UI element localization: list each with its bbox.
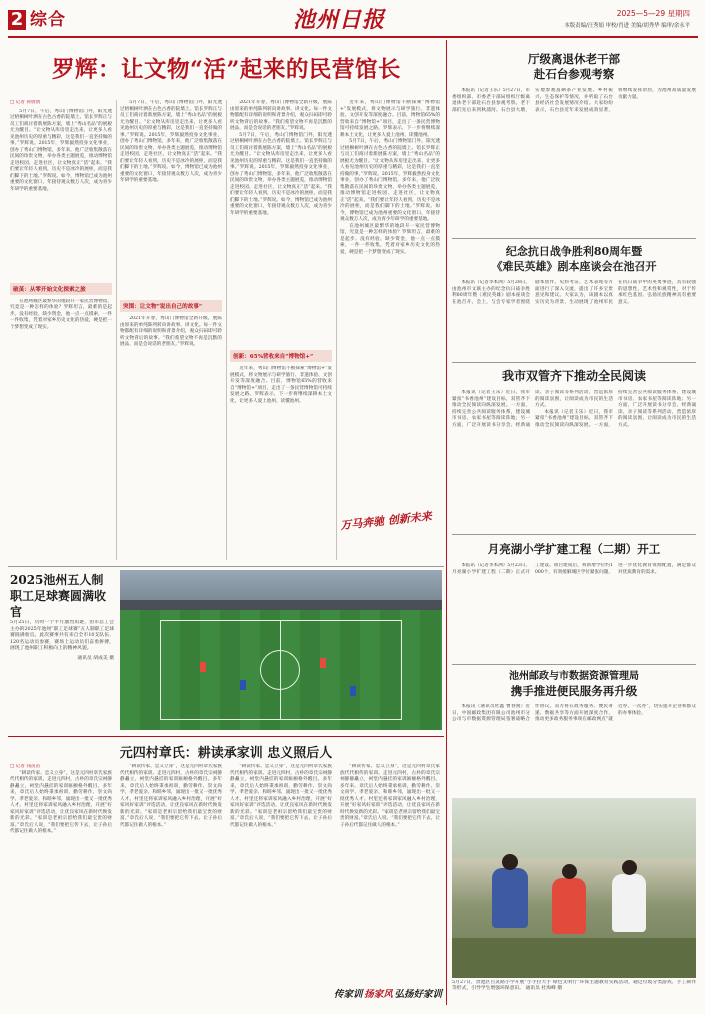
bottom-col-4: “耕读传家、忠义立身”，这是元四村章氏家族代代相传的家训。走进元四村，古朴的章氏宗祠静静矗立，祠堂内悬挂的家训匾额格外醒目。多年来，章氏后人始终秉承祖训，勤劳耕作、崇文尚学、孝老爱亲、和睦乡邻，涌现出一批又一批优秀人才。村里还将家训家风融入乡村治理，开展“好家风好家训”评选活动，让优良家风在新时代焕发新的光彩。“家训是老祖宗留给我们最宝贵的财富。”章氏后人说，“我们要把它传下去，让子孙后代都记住做人的根本。”	[340, 764, 440, 828]
bottom-byline: □ 记者 钱苗苗	[10, 764, 41, 769]
page-number-badge: 2	[8, 10, 26, 30]
right-rule	[452, 534, 696, 535]
main-body-4: 近年来，秀山门博物馆不断探索“博物馆+”发展模式，将文物展示与研学旅行、非遗体验、文创开发等深度融合。目前，博物馆65%的营收来自“博物馆+”项目，走出了一条民营博物馆可持续发展之路。罗辉表示，下一步将继续深耕本土文化，让更多人爱上池州、读懂池州。 5月7日，午后，秀山门博物馆门外，阳光透过梧桐树叶洒在古色古香的院墙上。馆长罗辉正与员工们商讨着新展陈方案，墙上“秀山名品”的展板尤为醒目。“让文物从库房里走出来，让更多人看见池州历史的厚重与精彩，这是我们一直坚持做的事。”罗辉说。2015年，罗辉毅然投身文化事业，创办了秀山门博物馆，多年来，他广泛收集散落在民间的珍贵文物，举办各类主题展览，推动博物馆走进校园、走进社区，让文物真正“活”起来。“我们要让年轻人看到，历史不是冰冷的展柜，而是我们脚下的土地。”罗辉说。如今，博物馆已成为池州重要的文化窗口，年接待观众数万人次，成为青少年研学的重要基地。 在池州城区最繁华的地段开一家民营博物馆，究竟是一种怎样的体验？罗辉坦言，最难的是起步。没有经验、缺少资金，他一点一点摸索，一件一件收集，凭着对家乡历史文化的热爱，硬是把一个梦想变成了现实。	[340, 100, 440, 255]
banner-left-text: 传家训	[334, 989, 363, 1000]
right-2-title: 纪念抗日战争胜利80周年暨 《难民英雄》剧本座谈会在池召开	[491, 245, 657, 273]
sub-heading-2: 突围：让文物“说出自己的故事”	[120, 300, 222, 312]
right-story-2	[452, 244, 696, 366]
main-body-1: 5月7日，午后，秀山门博物馆门外，阳光透过梧桐树叶洒在古色古香的院墙上。馆长罗辉正与员工们商讨着新展陈方案，墙上“秀山名品”的展板尤为醒目。“让文物从库房里走出来，让更多人看见池州历史的厚重与精彩，这是我们一直坚持做的事。”罗辉说。2015年，罗辉毅然投身文化事业，创办了秀山门博物馆，多年来，他广泛收集散落在民间的珍贵文物，举办各类主题展览，推动博物馆走进校园、走进社区，让文物真正“活”起来。“我们要让年轻人看到，历史不是冰冷的展柜，而是我们脚下的土地。”罗辉说。如今，博物馆已成为池州重要的文化窗口，年接待观众数万人次，成为青少年研学的重要基地。	[10, 108, 112, 192]
main-bottom-rule	[8, 566, 444, 567]
right-rule	[452, 664, 696, 665]
bottom-rule	[8, 736, 444, 737]
right-2-body: 本报讯（记者李本洲）5月28日，由池州市文联主办的纪念抗日战争胜利80周年暨《难民英雄》剧本座谈会在池召开。会上，与会专家学者围绕剧本创作、史料考证、艺术表现等方面进行了深入交流，提出了许多宝贵意见和建议。大家认为，该剧本以真实历史为背景，生动展现了池州军民在抗日战争中的英勇事迹，具有较强的思想性、艺术性和观赏性，对于传承红色基因、弘扬民族精神具有重要意义。	[452, 280, 696, 305]
sub-heading-3: 创新：65%营收来自“博物馆+”	[230, 350, 332, 362]
photo-block	[10, 570, 442, 730]
right-1-body: 本报讯（记者王乐）5月27日，市委组织部、市委老干部局组织厅级离退休老干部赴石台县参观考察。老干部们先后来到秋浦河、石台县大塘，实地参观富硒茶产业发展、乡村振兴、生态保护等情况，并听取了石台县经济社会发展情况介绍。大家纷纷表示，石台县近年来发展成效显著，将继续发挥余热，为池州高质量发展贡献力量。	[452, 88, 696, 113]
main-col-4	[340, 100, 440, 562]
masthead	[8, 6, 698, 36]
right-story-1	[452, 52, 696, 206]
main-body-3b: 近年来，秀山门博物馆不断探索“博物馆+”发展模式，将文物展示与研学旅行、非遗体验、文创开发等深度融合。目前，博物馆65%的营收来自“博物馆+”项目，走出了一条民营博物馆可持续发展之路。罗辉表示，下一步将继续深耕本土文化，让更多人爱上池州、读懂池州。	[230, 366, 332, 404]
right-3-body: 本报讯（记者王乐）近日，我市紧扣“书香池州”建设目标，双管齐下推动全民阅读向纵深发展。一方面，持续完善公共阅读服务体系，建设城市书房、农家书屋等阅读阵地；另一方面，广泛开展读书分享会、经典诵读、亲子阅读等系列活动，营造浓厚的阅读氛围，让阅读成为市民的生活方式。 本报讯（记者王乐）近日，我市紧扣“书香池州”建设目标，双管齐下推动全民阅读向纵深发展。一方面，持续完善公共阅读服务体系，建设城市书房、农家书屋等阅读阵地；另一方面，广泛开展读书分享会、经典诵读、亲子阅读等系列活动，营造浓厚的阅读氛围，让阅读成为市民的生活方式。	[452, 390, 696, 428]
right-5-title: 池州邮政与市数据资源管理局 携手推进便民服务再升级	[509, 671, 639, 698]
main-col-1	[10, 100, 112, 562]
bottom-right-photo	[452, 798, 696, 978]
newspaper-logo: 池州日报	[293, 7, 386, 33]
bottom-article-title: 元四村章氏：耕读承家训 忠义照后人	[119, 746, 333, 761]
main-col-2	[120, 100, 222, 562]
bottom-col-1: □ 记者 钱苗苗 “耕读传家、忠义立身”，这是元四村章氏家族代代相传的家训。走进元四村，古朴的章氏宗祠静静矗立，祠堂内悬挂的家训匾额格外醒目。多年来，章氏后人始终秉承祖训，勤劳耕作、崇文尚学、孝老爱亲、和睦乡邻，涌现出一批又一批优秀人才。村里还将家训家风融入乡村治理，开展“好家风好家训”评选活动，让优良家风在新时代焕发新的光彩。“家训是老祖宗留给我们最宝贵的财富。”章氏后人说，“我们要把它传下去，让子孙后代都记住做人的根本。”	[10, 764, 112, 834]
col-divider	[336, 100, 337, 560]
sub-heading-1: 破茧：从零开始文化探索之旅	[10, 283, 112, 295]
family-motto-banner	[332, 964, 444, 1004]
banner-mid-text: 扬家风	[364, 989, 393, 1000]
section-title: 综合	[30, 10, 66, 30]
bottom-col-3: “耕读传家、忠义立身”，这是元四村章氏家族代代相传的家训。走进元四村，古朴的章氏宗祠静静矗立，祠堂内悬挂的家训匾额格外醒目。多年来，章氏后人始终秉承祖训，勤劳耕作、崇文尚学、孝老爱亲、和睦乡邻，涌现出一批又一批优秀人才。村里还将家训家风融入乡村治理，开展“好家风好家训”评选活动，让优良家风在新时代焕发新的光彩。“家训是老祖宗留给我们最宝贵的财富。”章氏后人说，“我们要把它传下去，让子孙后代都记住做人的根本。”	[230, 764, 332, 828]
soccer-photo	[120, 570, 442, 730]
masthead-rule	[8, 36, 698, 38]
calligraphy-signature: 万马奔驰 创新未来	[339, 509, 433, 533]
right-4-title: 月亮湖小学扩建工程（二期）开工	[487, 542, 661, 556]
right-4-body: 本报讯（记者李本洲）5月23日，月亮湖小学扩建工程（二期）正式开工建设。项目建成后，将新增学位约1000个，有效缓解城区学位紧张问题，进一步优化教育资源配置，满足群众对优质教育的需求。	[452, 563, 696, 575]
editor-credits: 本版责编/汪秀娟 审校/肖进 美编/胡秀华 编审/余永平	[564, 23, 690, 29]
right-5-body: 本报讯（通讯员杜鑫 曹春燕）近日，中国邮政集团有限公司池州市分公司与市数据资源管理局签署战略合作协议。双方将在政务服务、便民寄递、数据共享等方面开展深度合作，推动更多政务服务事项在邮政网点“就近办、一次办”，切实提升企业和群众的办事体验。	[452, 704, 696, 722]
section-divider	[446, 40, 447, 1005]
right-rule	[452, 238, 696, 239]
main-body-1b: 在池州城区最繁华的地段开一家民营博物馆，究竟是一种怎样的体验？罗辉坦言，最难的是起步。没有经验、缺少资金，他一点一点摸索，一件一件收集，凭着对家乡历史文化的热爱，硬是把一个梦想变成了现实。	[10, 298, 112, 330]
photo-caption: 5月25日，历时一个半月激烈角逐，由市总工会主办的2025年池州“职工足球赛”五人制职工足球赛圆满收官。此次赛事共有来自全市10支队伍、120名运动员参赛，赛场上运动员们奋勇拼搏，展现了池州职工积极向上的精神风貌。 通讯员 胡成美 摄	[10, 620, 114, 661]
main-col-3	[230, 100, 332, 562]
right-story-4	[452, 542, 696, 663]
bottom-right-photo-caption: 5月27日，贵池区百灵路小学开展“小手拉大手 绿色文明行”环保主题教育实践活动，通过垃圾分类游戏、手工制作等形式，引导学生增强环保意识。 通讯员 杜海峰 摄	[452, 980, 696, 992]
right-3-title: 我市双管齐下推动全民阅读	[501, 369, 646, 383]
main-body-2b: 2021年开春，秀山门博物馆全新升级，展陈由原来的单纯陈列转向讲故事、讲文化。每一件文物都配有详细的说明和背景介绍，观众扫码即可聆听文物背后的故事。“我们希望文物不再是沉默的展品，而是会说话的老朋友。”罗辉说。	[120, 316, 222, 347]
banner-right-text: 弘扬好家训	[394, 989, 442, 1000]
bottom-col-2: “耕读传家、忠义立身”，这是元四村章氏家族代代相传的家训。走进元四村，古朴的章氏宗祠静静矗立，祠堂内悬挂的家训匾额格外醒目。多年来，章氏后人始终秉承祖训，勤劳耕作、崇文尚学、孝老爱亲、和睦乡邻，涌现出一批又一批优秀人才。村里还将家训家风融入乡村治理，开展“好家风好家训”评选活动，让优良家风在新时代焕发新的光彩。“家训是老祖宗留给我们最宝贵的财富。”章氏后人说，“我们要把它传下去，让子孙后代都记住做人的根本。”	[120, 764, 222, 828]
right-story-5	[452, 670, 696, 804]
issue-date: 2025—5—29 星期四	[616, 9, 690, 18]
main-body-3: 2021年开春，秀山门博物馆全新升级，展陈由原来的单纯陈列转向讲故事、讲文化。每一件文物都配有详细的说明和背景介绍，观众扫码即可聆听文物背后的故事。“我们希望文物不再是沉默的展品，而是会说话的老朋友。”罗辉说。 5月7日，午后，秀山门博物馆门外，阳光透过梧桐树叶洒在古色古香的院墙上。馆长罗辉正与员工们商讨着新展陈方案，墙上“秀山名品”的展板尤为醒目。“让文物从库房里走出来，让更多人看见池州历史的厚重与精彩，这是我们一直坚持做的事。”罗辉说。2015年，罗辉毅然投身文化事业，创办了秀山门博物馆，多年来，他广泛收集散落在民间的珍贵文物，举办各类主题展览，推动博物馆走进校园、走进社区，让文物真正“活”起来。“我们要让年轻人看到，历史不是冰冷的展柜，而是我们脚下的土地。”罗辉说。如今，博物馆已成为池州重要的文化窗口，年接待观众数万人次，成为青少年研学的重要基地。	[230, 100, 332, 216]
right-rule	[452, 362, 696, 363]
right-1-title: 厅级离退休老干部 赴石台参观考察	[528, 52, 620, 81]
photo-title: 2025池州五人制 职工足球赛圆满收官	[10, 573, 107, 619]
bottom-right-photo-credit: 通讯员 杜海峰 摄	[525, 986, 563, 992]
col-divider	[116, 100, 117, 560]
main-body-2: 5月7日，午后，秀山门博物馆门外，阳光透过梧桐树叶洒在古色古香的院墙上。馆长罗辉正与员工们商讨着新展陈方案，墙上“秀山名品”的展板尤为醒目。“让文物从库房里走出来，让更多人看见池州历史的厚重与精彩，这是我们一直坚持做的事。”罗辉说。2015年，罗辉毅然投身文化事业，创办了秀山门博物馆，多年来，他广泛收集散落在民间的珍贵文物，举办各类主题展览，推动博物馆走进校园、走进社区，让文物真正“活”起来。“我们要让年轻人看到，历史不是冰冷的展柜，而是我们脚下的土地。”罗辉说。如今，博物馆已成为池州重要的文化窗口，年接待观众数万人次，成为青少年研学的重要基地。	[120, 100, 222, 183]
right-story-3	[452, 368, 696, 534]
main-byline: □ 记者 孙倩倩	[10, 100, 41, 105]
photo-credit: 通讯员 胡成美 摄	[77, 655, 114, 661]
col-divider	[226, 100, 227, 560]
main-article-title: 罗辉：让文物“活”起来的民营馆长	[52, 57, 401, 83]
